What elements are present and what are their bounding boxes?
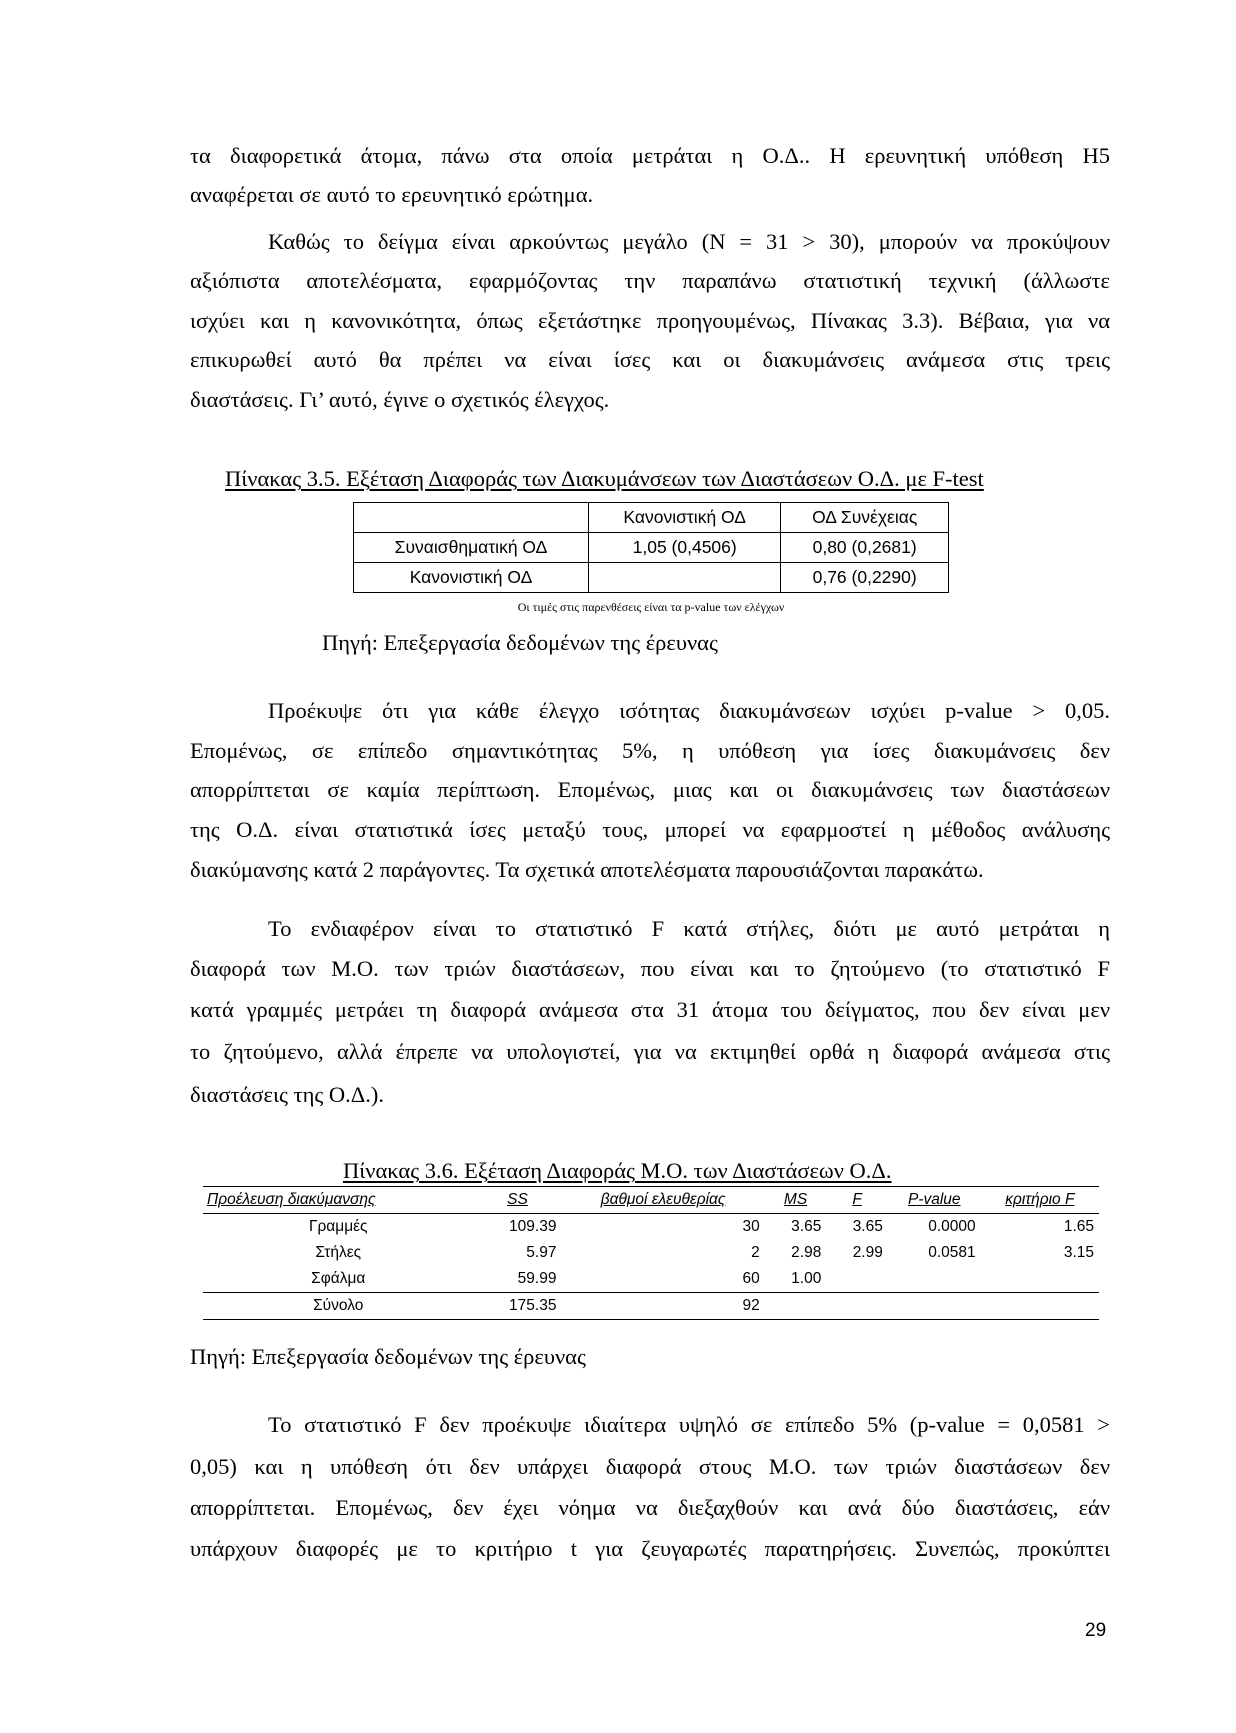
table-cell: 92 [561, 1293, 764, 1320]
table-cell: Σφάλμα [311, 1270, 366, 1287]
table-cell [981, 1293, 1099, 1320]
table-3-5-source: Πηγή: Επεξεργασία δεδομένων της έρευνας [322, 630, 718, 655]
table-header-cell: ΟΔ Συνέχειας [781, 503, 949, 533]
table-3-6-source: Πηγή: Επεξεργασία δεδομένων της έρευνας [190, 1344, 586, 1369]
paragraph-line: Το ενδιαφέρον είναι το στατιστικό F κατά στήλες, διότι με αυτό μετράται η [268, 916, 1110, 941]
table-cell: Στήλες [315, 1244, 362, 1261]
table-cell [888, 1293, 981, 1320]
table-header-cell [354, 503, 589, 533]
paragraph-line: Προέκυψε ότι για κάθε έλεγχο ισότητας διακυμάνσεων ισχύει p-value > 0,05. [268, 698, 1110, 723]
paragraph-line: τα διαφορετικά άτομα, πάνω στα οποία μετράται η Ο.Δ.. Η ερευνητική υπόθεση Η5 [190, 143, 1110, 168]
table-cell: 60 [742, 1270, 760, 1287]
paragraph-line: της Ο.Δ. είναι στατιστικά ίσες μεταξύ τους, μπορεί να εφαρμοστεί η μέθοδος ανάλυσης [190, 817, 1110, 842]
table-cell: 3.65 [791, 1218, 822, 1235]
table-cell: 30 [742, 1218, 760, 1235]
table-header-cell: MS [765, 1187, 827, 1214]
table-row [203, 1214, 1099, 1241]
paragraph-line: επικυρωθεί αυτό θα πρέπει να είναι ίσες και οι διακυμάνσεις ανάμεσα στις τρεις [190, 347, 1110, 372]
paragraph-line: κατά γραμμές μετράει τη διαφορά ανάμεσα στα 31 άτομα του δείγματος, που δεν είναι μεν [190, 997, 1110, 1022]
paragraph-line: απορρίπτεται σε καμία περίπτωση. Επομένως, μιας και οι διακυμάνσεις των διαστάσεων [190, 777, 1110, 802]
table-3-6-caption: Πίνακας 3.6. Εξέταση Διαφοράς Μ.Ο. των Διαστάσεων Ο.Δ. [343, 1158, 892, 1183]
table-cell: 2.98 [791, 1244, 822, 1261]
page-number: 29 [1085, 1620, 1107, 1641]
table-header-cell: βαθμοί ελευθερίας [561, 1187, 764, 1214]
paragraph-line: ισχύει και η κανονικότητα, όπως εξετάστηκε προηγουμένως, Πίνακας 3.3). Βέβαια, για να [190, 308, 1110, 333]
table-3-5 [353, 502, 949, 593]
table-header-cell: Προέλευση διακύμανσης [203, 1187, 473, 1214]
table-cell: 109.39 [509, 1218, 557, 1235]
table-cell: 5.97 [526, 1244, 557, 1261]
paragraph-line: Καθώς το δείγμα είναι αρκούντως μεγάλο (Ν = 31 > 30), μπορούν να προκύψουν [268, 229, 1110, 254]
paragraph-line: διαφορά των Μ.Ο. των τριών διαστάσεων, που είναι και το ζητούμενο (το στατιστικό F [190, 956, 1110, 981]
table-3-5-caption: Πίνακας 3.5. Εξέταση Διαφοράς των Διακυμάνσεων των Διαστάσεων Ο.Δ. με F-test [225, 466, 984, 491]
table-3-6 [203, 1186, 1099, 1320]
paragraph-line: διαστάσεις. Γι’ αυτό, έγινε ο σχετικός έλεγχος. [190, 387, 610, 412]
table-cell: 2.99 [852, 1244, 883, 1261]
table-header-row [203, 1187, 1099, 1214]
table-cell: 175.35 [473, 1293, 561, 1320]
table-header-cell: Κανονιστική ΟΔ [589, 503, 781, 533]
table-cell: 3.65 [852, 1218, 883, 1235]
table-cell: 0.0000 [928, 1218, 976, 1235]
table-cell: Κανονιστική ΟΔ [354, 563, 589, 593]
paragraph-line: 0,05) και η υπόθεση ότι δεν υπάρχει διαφορά στους Μ.Ο. των τριών διαστάσεων δεν [190, 1454, 1110, 1479]
paragraph-line: αναφέρεται σε αυτό το ερευνητικό ερώτημα. [190, 182, 594, 207]
table-cell [981, 1266, 1099, 1293]
table-row [354, 563, 949, 593]
table-row [203, 1266, 1099, 1293]
table-cell: 1,05 (0,4506) [589, 533, 781, 563]
paragraph-line: Επομένως, σε επίπεδο σημαντικότητας 5%, η υπόθεση για ίσες διακυμάνσεις δεν [190, 738, 1110, 763]
table-cell: Σύνολο [203, 1293, 473, 1320]
table-cell: 0,80 (0,2681) [781, 533, 949, 563]
table-cell: 0.0581 [928, 1244, 976, 1261]
table-cell [888, 1266, 981, 1293]
table-cell: 1.65 [1063, 1218, 1094, 1235]
table-cell [826, 1293, 888, 1320]
table-cell [826, 1266, 888, 1293]
table-cell: Συναισθηματική ΟΔ [354, 533, 589, 563]
paragraph-line: αξιόπιστα αποτελέσματα, εφαρμόζοντας την παραπάνω στατιστική τεχνική (άλλωστε [190, 268, 1110, 293]
paragraph-line: το ζητούμενο, αλλά έπρεπε να υπολογιστεί, για να εκτιμηθεί ορθά η διαφορά ανάμεσα στις [190, 1039, 1110, 1064]
table-header-cell: F [826, 1187, 888, 1214]
table-cell [765, 1293, 827, 1320]
table-header-cell: P-value [888, 1187, 981, 1214]
table-3-5-note: Οι τιμές στις παρενθέσεις είναι τα p-value των ελέγχων [517, 600, 785, 614]
table-row [203, 1240, 1099, 1266]
paragraph-line: υπάρχουν διαφορές με το κριτήριο t για ζευγαρωτές παρατηρήσεις. Συνεπώς, προκύπτει [190, 1536, 1110, 1561]
paragraph-line: διακύμανσης κατά 2 παράγοντες. Τα σχετικά αποτελέσματα παρουσιάζονται παρακάτω. [190, 857, 984, 882]
table-cell: 3.15 [1063, 1244, 1094, 1261]
paragraph-line: απορρίπτεται. Επομένως, δεν έχει νόημα να διεξαχθούν και ανά δύο διαστάσεις, εάν [190, 1495, 1110, 1520]
table-header-cell: SS [473, 1187, 561, 1214]
table-cell: 1.00 [791, 1270, 822, 1287]
table-header-cell: κριτήριο F [981, 1187, 1099, 1214]
paragraph-line: διαστάσεις της Ο.Δ.). [190, 1082, 384, 1107]
table-cell [589, 563, 781, 593]
table-cell: 2 [751, 1244, 760, 1261]
table-header-row [354, 503, 949, 533]
table-cell: 0,76 (0,2290) [781, 563, 949, 593]
table-row [354, 533, 949, 563]
table-cell: Γραμμές [308, 1218, 368, 1235]
table-row [203, 1293, 1099, 1320]
paragraph-line: Το στατιστικό F δεν προέκυψε ιδιαίτερα υψηλό σε επίπεδο 5% (p-value = 0,0581 > [268, 1412, 1110, 1437]
table-cell: 59.99 [517, 1270, 557, 1287]
